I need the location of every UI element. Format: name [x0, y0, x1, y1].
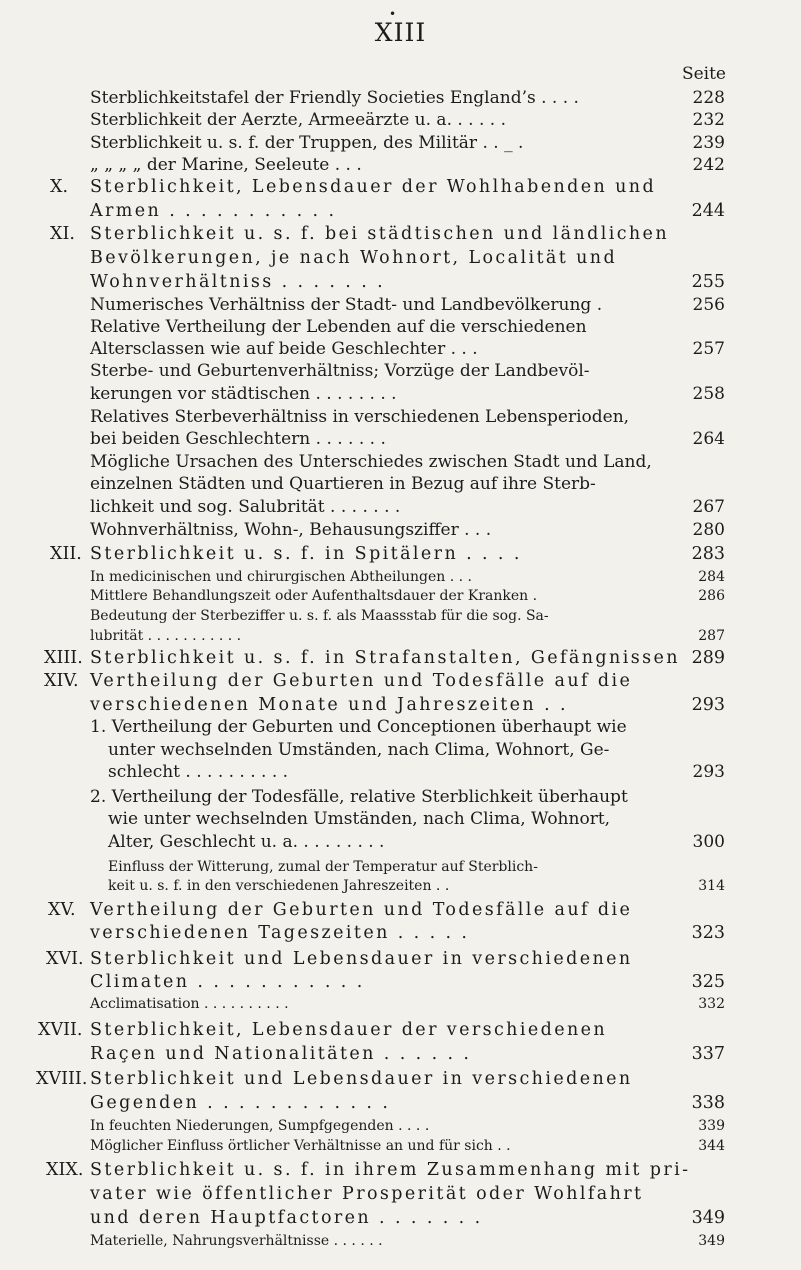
toc-entry-text: bei beiden Geschlechtern . . . . . . . — [90, 429, 386, 449]
toc-page-number: 286 — [698, 588, 725, 604]
chapter-numeral: XIII. — [44, 648, 83, 668]
toc-entry-text: Sterblichkeit u. s. f. bei städtischen und ländlichen — [90, 224, 669, 244]
chapter-numeral: XV. — [48, 900, 76, 920]
toc-entry-text: verschiedenen Tageszeiten . . . . . — [90, 923, 470, 943]
toc-entry-text: Sterblichkeit u. s. f. in Strafanstalten, Gefängnissen — [90, 648, 680, 668]
toc-page-number: 300 — [692, 832, 725, 852]
toc-page-number: 264 — [692, 429, 725, 449]
toc-entry-text: Sterblichkeit und Lebensdauer in verschiedenen — [90, 1069, 633, 1089]
toc-entry-text: Relatives Sterbeverhältniss in verschiedenen Lebensperioden, — [90, 407, 630, 427]
toc-entry-text: kerungen vor städtischen . . . . . . . . — [90, 384, 397, 404]
toc-entry-text: lichkeit und sog. Salubrität . . . . . . . — [90, 497, 401, 517]
toc-page-number: 287 — [698, 628, 725, 644]
toc-entry-text: lubrität . . . . . . . . . . . — [90, 628, 242, 644]
toc-page-number: 338 — [691, 1093, 725, 1113]
toc-page-number: 242 — [692, 155, 725, 175]
toc-page-number: 323 — [691, 923, 725, 943]
chapter-numeral: XVI. — [46, 949, 84, 969]
page-mark: • — [389, 7, 397, 21]
toc-page-number: 228 — [692, 88, 725, 108]
page-number: XIII — [374, 18, 427, 47]
toc-page-number: 349 — [691, 1208, 725, 1228]
toc-entry-text: Numerisches Verhältniss der Stadt- und Landbevölkerung . — [90, 295, 603, 315]
chapter-numeral: XI. — [50, 224, 75, 244]
toc-entry-text: Sterblichkeit u. s. f. in Spitälern . . . . — [90, 544, 522, 564]
toc-entry-text: Sterblichkeit u. s. f. in ihrem Zusammenhang mit pri- — [90, 1160, 691, 1180]
chapter-numeral: XVII. — [38, 1020, 83, 1040]
toc-entry-text: Wohnverhältniss . . . . . . . — [90, 272, 386, 292]
toc-page-number: 267 — [692, 497, 725, 517]
seite-column-label: Seite — [681, 64, 726, 84]
toc-entry-text: Sterbe- und Geburtenverhältniss; Vorzüge der Landbevöl- — [90, 361, 590, 381]
toc-page-number: 284 — [698, 569, 725, 585]
toc-entry-text: Vertheilung der Geburten und Todesfälle auf die — [90, 900, 633, 920]
chapter-numeral: XVIII. — [36, 1069, 88, 1089]
toc-entry-text: Sterblichkeitstafel der Friendly Societies England’s . . . . — [90, 88, 579, 108]
toc-entry-text: Climaten . . . . . . . . . . . — [90, 972, 365, 992]
toc-entry-text: vater wie öffentlicher Prosperität oder Wohlfahrt — [90, 1184, 644, 1204]
toc-entry-text: Einfluss der Witterung, zumal der Temperatur auf Sterblich- — [108, 859, 538, 875]
toc-entry-text: Sterblichkeit, Lebensdauer der verschiedenen — [90, 1020, 608, 1040]
toc-entry-text: Materielle, Nahrungsverhältnisse . . . . . . — [90, 1233, 383, 1249]
toc-page-number: 239 — [692, 133, 725, 153]
chapter-numeral: XIX. — [46, 1160, 84, 1180]
toc-entry-text: Alter, Geschlecht u. a. . . . . . . . . — [108, 832, 385, 852]
toc-entry-text: keit u. s. f. in den verschiedenen Jahreszeiten . . — [108, 878, 450, 894]
toc-entry-text: Raçen und Nationalitäten . . . . . . — [90, 1044, 472, 1064]
toc-entry-text: Mögliche Ursachen des Unterschiedes zwischen Stadt und Land, — [90, 452, 652, 472]
toc-entry-text: 2. Vertheilung der Todesfälle, relative Sterblichkeit überhaupt — [90, 787, 628, 807]
toc-entry-text: Bevölkerungen, je nach Wohnort, Localität und — [90, 248, 618, 268]
toc-entry-text: Gegenden . . . . . . . . . . . . — [90, 1093, 391, 1113]
toc-page-number: 257 — [692, 339, 725, 359]
toc-entry-text: 1. Vertheilung der Geburten und Conceptionen überhaupt wie — [90, 717, 627, 737]
toc-entry-text: Vertheilung der Geburten und Todesfälle auf die — [90, 671, 633, 691]
chapter-numeral: XIV. — [44, 671, 79, 691]
toc-page-number: 349 — [698, 1233, 725, 1249]
toc-entry-text: Möglicher Einfluss örtlicher Verhältnisse an und für sich . . — [90, 1138, 511, 1154]
toc-page-number: 293 — [691, 695, 725, 715]
toc-entry-text: Relative Vertheilung der Lebenden auf die verschiedenen — [90, 317, 587, 337]
chapter-numeral: X. — [50, 177, 69, 197]
toc-entry-text: „ „ „ „ der Marine, Seeleute . . . — [90, 155, 362, 175]
toc-entry-text: Sterblichkeit der Aerzte, Armeeärzte u. a. . . . . . — [90, 110, 507, 130]
toc-entry-text: Altersclassen wie auf beide Geschlechter . . . — [90, 339, 478, 359]
chapter-numeral: XII. — [50, 544, 82, 564]
toc-entry-text: In feuchten Niederungen, Sumpfgegenden . . . . — [90, 1118, 430, 1134]
toc-entry-text: Acclimatisation . . . . . . . . . . — [90, 996, 289, 1012]
toc-entry-text: und deren Hauptfactoren . . . . . . . — [90, 1208, 483, 1228]
toc-entry-text: Armen . . . . . . . . . . . — [90, 201, 337, 221]
toc-entry-text: Mittlere Behandlungszeit oder Aufenthaltsdauer der Kranken . — [90, 588, 538, 604]
toc-entry-text: unter wechselnden Umständen, nach Clima, Wohnort, Ge- — [108, 740, 610, 760]
toc-page-number: 339 — [698, 1118, 725, 1134]
toc-page-number: 293 — [692, 762, 725, 782]
toc-page-number: 344 — [698, 1138, 725, 1154]
toc-entry-text: Sterblichkeit u. s. f. der Truppen, des Militär . . _ . — [90, 133, 524, 153]
toc-page-number: 325 — [691, 972, 725, 992]
toc-page-number: 256 — [692, 295, 725, 315]
toc-entry-text: schlecht . . . . . . . . . . — [108, 762, 289, 782]
toc-page-number: 337 — [691, 1044, 725, 1064]
toc-page-number: 332 — [698, 996, 725, 1012]
toc-page-number: 232 — [692, 110, 725, 130]
toc-page-number: 280 — [692, 520, 725, 540]
toc-entry-text: Sterblichkeit und Lebensdauer in verschiedenen — [90, 949, 633, 969]
toc-entry-text: verschiedenen Monate und Jahreszeiten . . — [90, 695, 568, 715]
toc-entry-text: Wohnverhältniss, Wohn-, Behausungsziffer . . . — [90, 520, 492, 540]
toc-entry-text: Bedeutung der Sterbeziffer u. s. f. als Maassstab für die sog. Sa- — [90, 608, 549, 624]
toc-page-number: 283 — [691, 544, 725, 564]
toc-entry-text: wie unter wechselnden Umständen, nach Clima, Wohnort, — [108, 809, 611, 829]
toc-entry-text: Sterblichkeit, Lebensdauer der Wohlhabenden und — [90, 177, 657, 197]
toc-page-number: 255 — [691, 272, 725, 292]
toc-page-number: 244 — [691, 201, 725, 221]
toc-page-number: 314 — [698, 878, 725, 894]
toc-entry-text: In medicinischen und chirurgischen Abtheilungen . . . — [90, 569, 472, 585]
toc-page-number: 289 — [691, 648, 725, 668]
toc-page-number: 258 — [692, 384, 725, 404]
toc-entry-text: einzelnen Städten und Quartieren in Bezug auf ihre Sterb- — [90, 474, 596, 494]
